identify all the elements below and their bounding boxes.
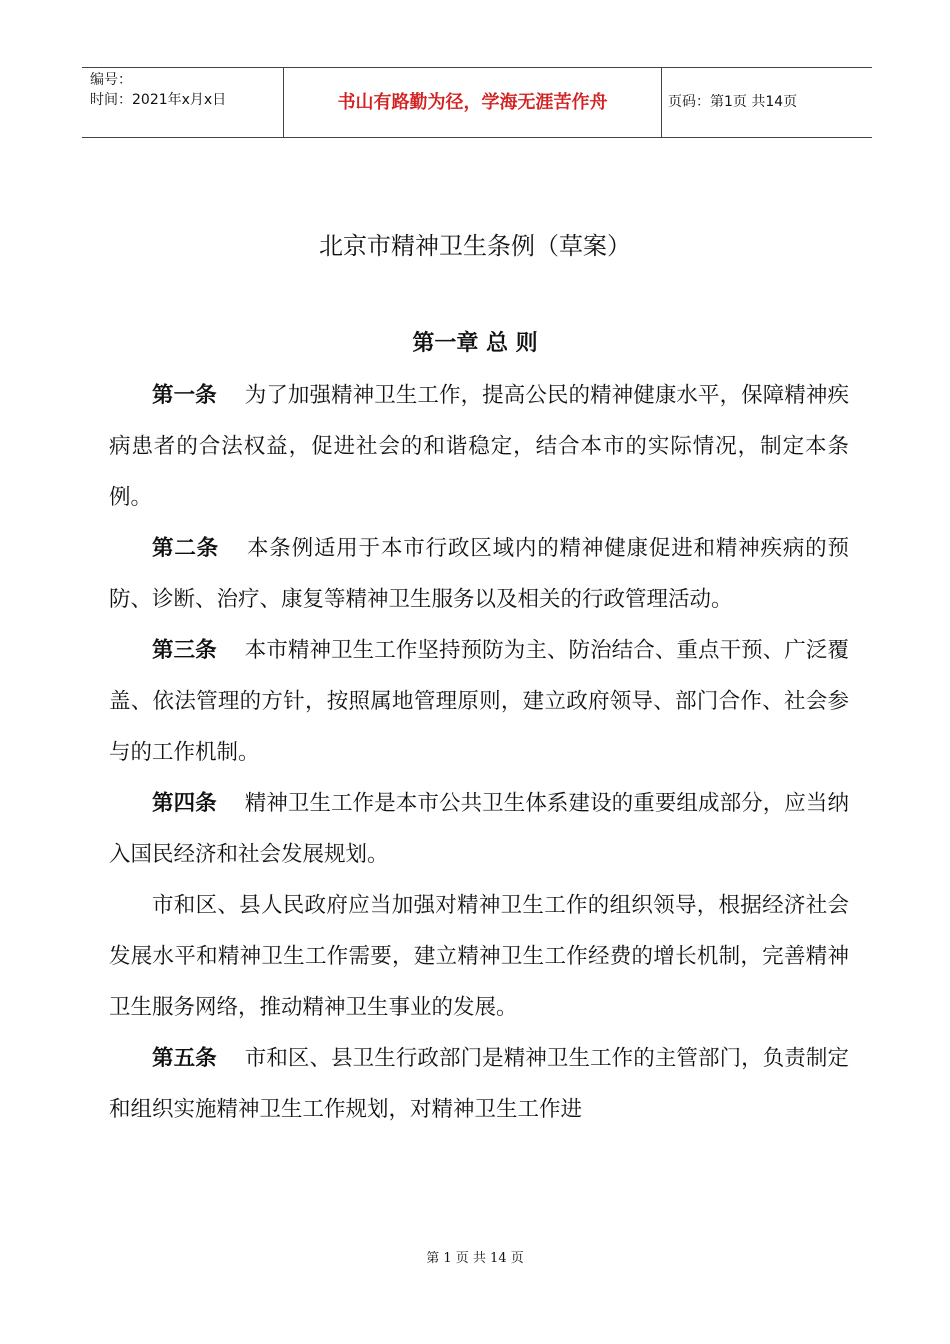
header-meta: [82, 68, 283, 137]
article-text: 市和区、县卫生行政部门是精神卫生工作的主管部门，负责制定和组织实施精神卫生工作规划，对精神卫生工作进: [109, 1046, 849, 1122]
number-label: 编号：: [90, 72, 132, 88]
article-text: 为了加强精神卫生工作，提高公民的精神健康水平，保障精神疾病患者的合法权益，促进社会的和谐稳定，结合本市的实际情况，制定本条例。: [109, 383, 849, 510]
article-text: 本条例适用于本市行政区域内的精神健康促进和精神疾病的预防、诊断、治疗、康复等精神卫生服务以及相关的行政管理活动。: [109, 536, 849, 612]
page-footer: 第 1 页 共 14 页: [426, 1251, 524, 1266]
header-motto: 书山有路勤为径，学海无涯苦作舟: [283, 68, 662, 137]
time-label: 时间：2021年x月x日: [90, 92, 227, 108]
article-number: 第三条: [152, 638, 217, 663]
article-number: 第四条: [152, 791, 217, 816]
paragraph: [109, 1033, 849, 1135]
paragraph: [109, 880, 849, 1033]
paragraph: [109, 778, 849, 880]
document-header: [82, 67, 872, 138]
article-text: 市和区、县人民政府应当加强对精神卫生工作的组织领导，根据经济社会发展水平和精神卫生工作需要，建立精神卫生工作经费的增长机制，完善精神卫生服务网络，推动精神卫生事业的发展。: [109, 893, 849, 1020]
article-text: 精神卫生工作是本市公共卫生体系建设的重要组成部分，应当纳入国民经济和社会发展规划。: [109, 791, 849, 867]
document-body: [109, 370, 849, 1135]
header-page-info: 页码：第1页 共14页: [668, 94, 798, 110]
paragraph: [109, 625, 849, 778]
article-number: 第一条: [152, 383, 217, 408]
article-number: 第五条: [152, 1046, 217, 1071]
paragraph: [109, 370, 849, 523]
chapter-heading: 第一章 总 则: [412, 331, 538, 356]
document-title: 北京市精神卫生条例（草案）: [319, 232, 631, 260]
article-number: 第二条: [152, 536, 219, 561]
article-text: 本市精神卫生工作坚持预防为主、防治结合、重点干预、广泛覆盖、依法管理的方针，按照属地管理原则，建立政府领导、部门合作、社会参与的工作机制。: [109, 638, 849, 765]
paragraph: [109, 523, 849, 625]
